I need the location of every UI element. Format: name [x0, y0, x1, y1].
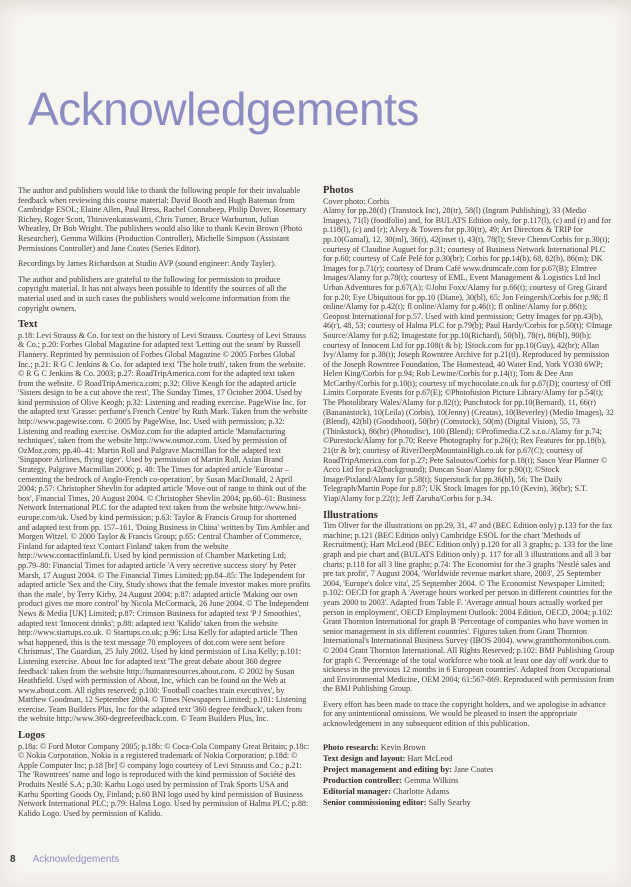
logos-section-heading: Logos	[18, 730, 45, 742]
credit-editorial-manager	[323, 786, 615, 797]
credit-senior-commissioning-editor	[323, 797, 615, 808]
credit-label: Senior commissioning editor:	[323, 797, 427, 807]
credit-value: Sally Searby	[426, 797, 471, 807]
page-number: 8	[10, 854, 16, 865]
left-column	[18, 186, 310, 824]
text-credits: p.18: Levi Strauss & Co. for text on the history of Levi Strauss. Courtesy of Levi Strauss & Co.; p.20: Forbes Global Magazine for adapted text 'Letting out the seam' by Russell Flannery. Reprinted by permission of Forbes Global Magazine © 2005 Forbes Global Inc.; p.21: R G C Jenkins & Co. for adapted text 'The hole truth', taken from the website. © R G C Jenkins & Co. 2003; p.27: RoadTripAmerica.com for the adapted text taken from the website. © RoadTripAmerica.com; p.32: Olive Keogh for the adapted article 'Sisters design to be a cut above the rest', The Sunday Times, 17 October 2004. Used by kind permission of Olive Keogh; p.32: Listening and reading exercise. PageWise Inc. for the adapted text 'Grasse: perfume's French Centre' by Ruth Mark. Taken from the website http://www.pagewise.com. © 2005 by PageWise, Inc. Used with permission; p.32: Listening and reading exercise. OsMoz.com for the adapted article 'Manufacturing techniques', taken from the website http://www.osmoz.com. Used by permission of OzMoz.com; pp.40–41: Martin Roll and Palgrave Macmillan for the adapted text 'Singapore Airlines, flying tiger'. Used by permission of Martin Roll, Asian Brand Strategy, Palgrave Macmillan 2006; p. 48: The Times for adapted article 'Eurostar – cementing the bedrock of Anglo-French co-operation', by Susan MacDonald, 2 April 2004; p.57: Christopher Shevlin for adapted article 'Move out of range to think out of the box', Financial Times, 20 August 2004. © Christopher Shevlin 2004; pp.60–61: Business Network International PLC for the adapted text taken from the website http://www.bni-europe.com/uk. Used by kind permission; p.63: Taylor & Francis Group for shortened and adapted text from pp. 157–161, 'Doing Business in China' written by Tim Ambler and Morgen Witzel. © 2000 Taylor & Francis Group; p.65: Central Chamber of Commerce, Finland for adapted text 'Contact Finland' taken from the website http://www.contactfinland.fi. Used by kind permission of Chamber Marketing Ltd; pp.79–80: Financial Times for adapted article 'A very secretive success story' by Peter Marsh, 17 August 2004. © The Financial Times Limited; pp.84–85: The Independent for adapted article 'Sex and the City, Study shows that the female investor makes more profits than the male', by Terry Kirby, 24 August 2004; p.87: adapted article 'Making our own product gives me more control' by Nicola McCormack, 26 June 2004. © The Independent News & Media [UK] Limited; p.87: Crimson Business for adapted text 'P J Smoothies', adapted text 'Innocent drinks'; p.88: adapted text 'Kalido' taken from the website http://www.startups.co.uk. © Startups.co.uk; p.96: Lisa Kelly for adapted article 'Then what happened, this is the text message 70 employees of dot.com were sent before Christmas', The Guardian, 25 July 2002. Used by kind permission of Lisa Kelly; p.101: Listening exercise. About Inc for adapted text 'The great debate about 360 degree feedback' taken from the website http://humanresources.about.com. © 2002 by Susan Heathfield. Used with permission of About, Inc, which can be found on the Web at www.about.com. All rights reserved; p.100: 'Football coaches train executives', by Matthew Goodman, 12 September 2004. © Times Newspapers Limited; p.101: Listening exercise. Team Builders Plus, Inc for the adapted text '360 degree feedback', taken from the website http://www.360-degreefeedback.com. © Team Builders Plus, Inc.	[18, 330, 311, 724]
illustrations-credits: Tim Oliver for the illustrations on pp.29, 31, 47 and (BEC Edition only) p.133 for the fax machine; p.121 (BEC Edition only) Cambridge ESOL for the chart 'Methods of Recruitment); Hart McLeod (BEC Edition only) p.120 for all 3 graphs; p. 133 for the line graph and pie chart and (BULATS Edition only) p. 117 for all 3 illustrations and all 3 bar charts; p.118 for all 3 line graphs; p.74: The Economist for the 3 graphs 'Nestlé sales and pre tax profit', 7 August 2004, 'Worldwide revenue market share, 2003', 25 September 2004, 'Europe's dolce vita', 25 September 2004. © The Economist Newspaper Limited; p.102: OECD for graph A 'Average hours worked per person in different countries for the years 2000 to 2003'. Adapted from Table F. 'Average annual hours actually worked per person in employment', OECD Employment Outlook: 2004 Edition, OECD, 2004; p.102: Grant Thornton International for graph B 'Percentage of companies who have women in senior management in six different countries'. Figures taken from Grant Thornton International's International Business Survey (IBOS 2004). www.grantthorntonibos.com. © 2004 Grant Thornton International. All Rights Reserved; p.102: BMJ Publishing Group for graph C 'Percentage of the total workforce who took at least one day off work due to sickness in the previous 12 months in 6 European countries'. Adapted from Occupational and Environmental Medicine, OEM 2004; 61:567-869. Reproduced with permission from the BMJ Publishing Group.	[323, 521, 615, 694]
credit-value: Charlotte Adams	[390, 786, 450, 796]
credit-production-controller	[323, 775, 615, 786]
credit-value: Kevin Brown	[378, 742, 426, 752]
credit-label: Project management and editing by:	[323, 764, 452, 774]
credit-value: Gemma Wilkins	[402, 775, 459, 785]
credit-value: Hart McLeod	[405, 753, 453, 763]
text-section-heading: Text	[18, 319, 38, 331]
right-column	[323, 186, 615, 824]
footer-section-label: Acknowledgements	[32, 854, 120, 865]
omissions-paragraph: Every effort has been made to trace the copyright holders, and we apologise in advance for any unintentional omissions. We would be pleased to insert the appropriate acknowledgement in any subsequent edition of this publication.	[323, 699, 606, 729]
content-columns	[18, 186, 615, 824]
credit-label: Production controller:	[323, 775, 403, 785]
page-footer	[10, 854, 119, 865]
credit-label: Text design and layout:	[323, 753, 406, 763]
credit-project-management	[323, 764, 615, 775]
production-credits	[323, 742, 615, 808]
credit-photo-research	[323, 742, 615, 753]
page-title: Acknowledgements	[28, 83, 419, 135]
recordings-paragraph: Recordings by James Richardson at Studio AVP (sound engineer: Andy Tayler).	[18, 259, 277, 269]
credit-text-design	[323, 753, 615, 764]
photos-section-heading: Photos	[323, 185, 354, 196]
logos-credits: p.18a: © Ford Motor Company 2005; p.18b: © Coca-Cola Company Great Britain; p.18c: © Nokia Corporation. Nokia is a registered trademark of Nokia Corporation; p.18d: © Apple Computer Inc; p.18 [br] © company logo courtesy of Levi Strauss and Co.; p.21: The 'Rowntrees' name and logo is reproduced with the kind permission of Société des Produits Nestlé S.A; p.30: Karhu Logo used by permission of Trak Sports USA and Karhu Sporting Goods Oy, Finland; p.60 BNI logo used by kind permission of Business Network International PLC; p.79: Halma Logo. Used by permission of Halma PLC; p.88: Kalido Logo. Used by permission of Kalido.	[18, 741, 310, 818]
permissions-paragraph: The author and publishers are grateful to the following for permission to produce copyright material. It has not always been possible to identify the sources of all the material used and in such cases the publishers would welcome information from the copyright owners.	[18, 274, 290, 313]
credit-value: Jane Coates	[451, 764, 494, 774]
cover-photo-credit: Cover photo: Corbis	[323, 196, 390, 206]
credit-label: Photo research:	[323, 742, 379, 752]
intro-paragraph: The author and publishers would like to thank the following people for their invaluable feedback when reviewing this course material: David Booth and Hugh Bateman from Cambridge ESOL; Elaine Allen, Paul Bress, Rachel Connabeep, Philip Dover, Rosemary Richey, Roger Scott, Thiruvenkataswami, Chris Turner, Bruce Warburton, Julian Wheatley, Dr Bob Wright. The publishers would also like to thank Kevin Brown (Photo Researcher), Gemma Wilkins (Production Controller), Michelle Simpson (Assistant Permissions Controller) and Jane Coates (Series Editor).	[18, 186, 307, 253]
credit-label: Editorial manager:	[323, 786, 391, 796]
illustrations-section-heading: Illustrations	[323, 509, 378, 521]
photos-credits: Alamy for pp.28(tl) (Transtock Inc), 28(tr), 58(l) (Ingram Publishing), 33 (Medio Images), 71(l) (foodfolio) and, for BULATS Edition only, for p.117(l), (c) and (r) and for p.118(l), (c) and (r); Alvey & Towers for pp.30(tr), 49; Art Directors & TRIP for pp.10(Gamal), 12, 30(ml), 36(t), 42(inset t), 43(t), 78(l); Steve Chenn/Corbis for p.30(t); courtesy of Claudine Auguet for p.31; courtesy of Business Network International PLC for p.60; courtesy of Café Pelé for p.30(br); Corbis for pp.14(b), 68, 82(b), 86(m); DK Images for p.71(r); courtesy of Drum Café www.drumcafe.com for p.67(B); Elmtree Images/Alamy for p.78(t); courtesy of EML, Event Management & Logistics Ltd Incl Urban Adventures for p.67(A); ©John Foxx/Alamy for p.66(t); courtesy of Greg Girard for p.20; Eye Ubiquitous for pp.10 (Diane), 30(bl), 65; Jon Feingersh/Corbis for p.98; fl online/Alamy for p.42(t); fl online/Alamy for p.46(t); fl online/Alamy for p.86(t); Geopost International for p.57. Used with kind permission; Getty Images for pp.43(b), 46(r), 48, 53; courtesy of Halma PLC for p.79(b); Paul Hardy/Corbis for p.50(t); ©Image Source/Alamy for p.62; Imagestate for pp.10(Richard), 50(bl), 78(r), 86(bl), 90(b); courtesy of Innocent Ltd for pp.108(t & b); IStock.com for pp.10(Guy), 42(br); Allan Ivy/Alamy for p.38(t); Joseph Rowntree Archive for p.21(tl). Reproduced by permission of the Joseph Rowntree Foundation, The Homestead, 40 Water End, York YO30 6WP; Helen King/Corbis for p.94; Rob Lewine/Corbis for p.14(t); Tom & Dee Ann McCarthy/Corbis for p.10(t); courtesy of mychocolate.co.uk for p.67(D); courtesy of Off Limits Corporate Events for p.67(E); ©Photofusion Picture Library/Alamy for p.54(t); The Photolibrary Wales/Alamy for p.82(t); Punchstock for pp.10(Bernard), 11, 66(r) (Bananastock), 10(Leila) (Corbis), 10(Jenny) (Creatas), 10(Beverley) (Medio Images), 32 (Blend), 42(bl) (Goodshoot), 50(br) (Comstock), 50(m) (Digital Vision), 55, 73 (Thinkstock), 86(br) (Photodisc), 100 (Blend); ©Profimedia.CZ s.r.o./Alamy for p.74; ©Purestock/Alamy for p.70; Reeve Photography for p.26(t); Rex Features for pp.18(b), 21(tr & br); courtesy of RiverDeepMountainHigh.co.uk for p.67(C); courtesy of RoadTripAmerica.com for p.27; Pete Saloutos/Corbis for p.18(t); Sasco Year Planner © Acco Ltd for p.42(background); Duncan Soar/Alamy for p.90(t); ©Stock Image/Pixland/Alamy for p.58(t); Superstock for pp.36(bl), 56; The Daily Telegraph/Martin Pope for p.87; UK Stock Images for pp.10 (Kevin), 36(br); S.T. Yiap/Alamy for p.22(t); Jeff Zaruba/Corbis for p.34.	[323, 206, 614, 503]
